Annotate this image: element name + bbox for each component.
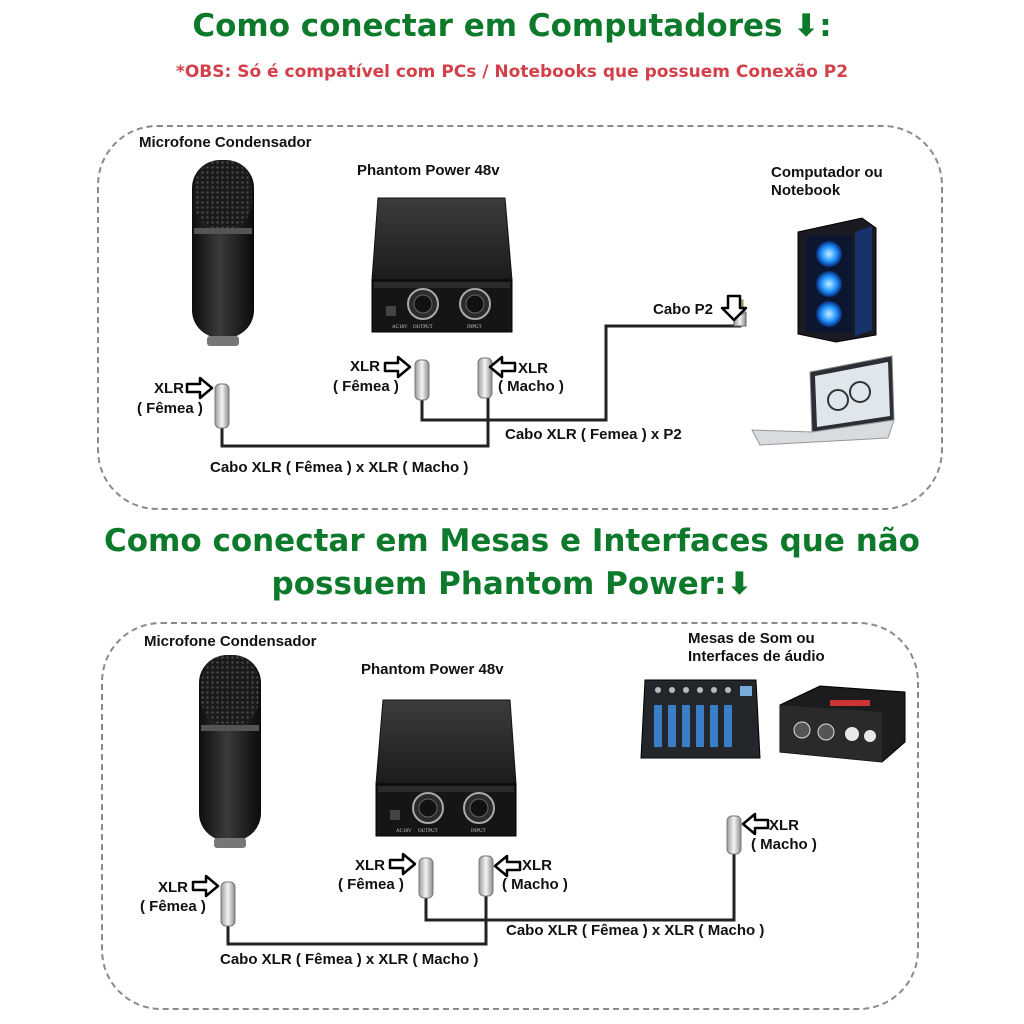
section2-title-line1: Como conectar em Mesas e Interfaces que não bbox=[104, 523, 920, 559]
box-output-label: OUTPUT bbox=[413, 325, 433, 330]
xlr-p2-cable bbox=[422, 318, 740, 420]
xlr-plug-input bbox=[478, 358, 492, 398]
down-arrow-icon: ⬇ bbox=[726, 566, 753, 602]
laptop-image bbox=[752, 356, 894, 445]
computer-label-line1: Computador ou bbox=[771, 164, 883, 181]
xlr-input-name: XLR bbox=[522, 857, 552, 874]
xlr-input-name: XLR bbox=[518, 360, 548, 377]
xlr-output-type: ( Fêmea ) bbox=[338, 876, 404, 893]
xlr-xlr-cable-2 bbox=[426, 852, 734, 920]
xlr-plug-mic bbox=[221, 882, 235, 926]
cable-xlr-xlr-label: Cabo XLR ( Fêmea ) x XLR ( Macho ) bbox=[210, 459, 469, 476]
section2-title-line2-text: possuem Phantom Power: bbox=[271, 566, 727, 602]
audio-interface-image bbox=[780, 686, 905, 762]
box-output-label: OUTPUT bbox=[418, 829, 438, 834]
left-arrow-icon bbox=[743, 814, 768, 834]
right-arrow-icon bbox=[187, 378, 212, 398]
xlr-plug-mic bbox=[215, 384, 229, 428]
down-arrow-icon: ⬇ bbox=[793, 8, 820, 44]
mixer-label-line1: Mesas de Som ou bbox=[688, 630, 815, 647]
section1-title-suffix: : bbox=[819, 8, 832, 44]
xlr-mic-name: XLR bbox=[158, 879, 188, 896]
mic-label: Microfone Condensador bbox=[144, 633, 317, 650]
computer-label-line2: Notebook bbox=[771, 182, 841, 199]
xlr-plug-output bbox=[415, 360, 429, 400]
xlr-mic-type: ( Fêmea ) bbox=[137, 400, 203, 417]
computer-tower-image bbox=[798, 218, 876, 342]
microphone-image bbox=[192, 160, 254, 346]
xlr-end-type: ( Macho ) bbox=[751, 836, 817, 853]
xlr-plug-end bbox=[727, 816, 741, 854]
box-dc-label: AC18V bbox=[396, 829, 412, 834]
right-arrow-icon bbox=[193, 876, 218, 896]
cable-p2-label: Cabo P2 bbox=[653, 301, 714, 318]
phantom-power-box-image bbox=[376, 700, 516, 836]
right-arrow-icon bbox=[390, 854, 415, 874]
right-arrow-icon bbox=[385, 357, 410, 377]
xlr-output-name: XLR bbox=[350, 358, 380, 375]
box-input-label: INPUT bbox=[467, 325, 482, 330]
xlr-plug-input bbox=[479, 856, 493, 896]
xlr-output-type: ( Fêmea ) bbox=[333, 378, 399, 395]
xlr-mic-type: ( Fêmea ) bbox=[140, 898, 206, 915]
mic-label: Microfone Condensador bbox=[139, 134, 312, 151]
mixer-label-line2: Interfaces de áudio bbox=[688, 648, 825, 665]
xlr-mic-name: XLR bbox=[154, 380, 184, 397]
xlr-output-name: XLR bbox=[355, 857, 385, 874]
phantom-label: Phantom Power 48v bbox=[361, 661, 504, 678]
left-arrow-icon bbox=[495, 856, 520, 876]
compatibility-note: *OBS: Só é compatível com PCs / Notebooks que possuem Conexão P2 bbox=[175, 62, 849, 82]
microphone-image bbox=[199, 655, 261, 848]
section1-title-text: Como conectar em Computadores bbox=[192, 8, 783, 44]
xlr-xlr-cable bbox=[222, 398, 488, 446]
cable-xlr-xlr-2-label: Cabo XLR ( Fêmea ) x XLR ( Macho ) bbox=[506, 922, 765, 939]
xlr-input-type: ( Macho ) bbox=[498, 378, 564, 395]
left-arrow-icon bbox=[490, 357, 515, 377]
box-dc-label: AC18V bbox=[392, 325, 408, 330]
box-input-label: INPUT bbox=[471, 829, 486, 834]
mixer-image bbox=[641, 680, 760, 758]
xlr-plug-output bbox=[419, 858, 433, 898]
phantom-label: Phantom Power 48v bbox=[357, 162, 500, 179]
cable-xlr-p2-label: Cabo XLR ( Femea ) x P2 bbox=[505, 426, 682, 443]
phantom-power-box-image bbox=[372, 198, 512, 332]
cable-xlr-xlr-label: Cabo XLR ( Fêmea ) x XLR ( Macho ) bbox=[220, 951, 479, 968]
xlr-end-name: XLR bbox=[769, 817, 799, 834]
xlr-input-type: ( Macho ) bbox=[502, 876, 568, 893]
